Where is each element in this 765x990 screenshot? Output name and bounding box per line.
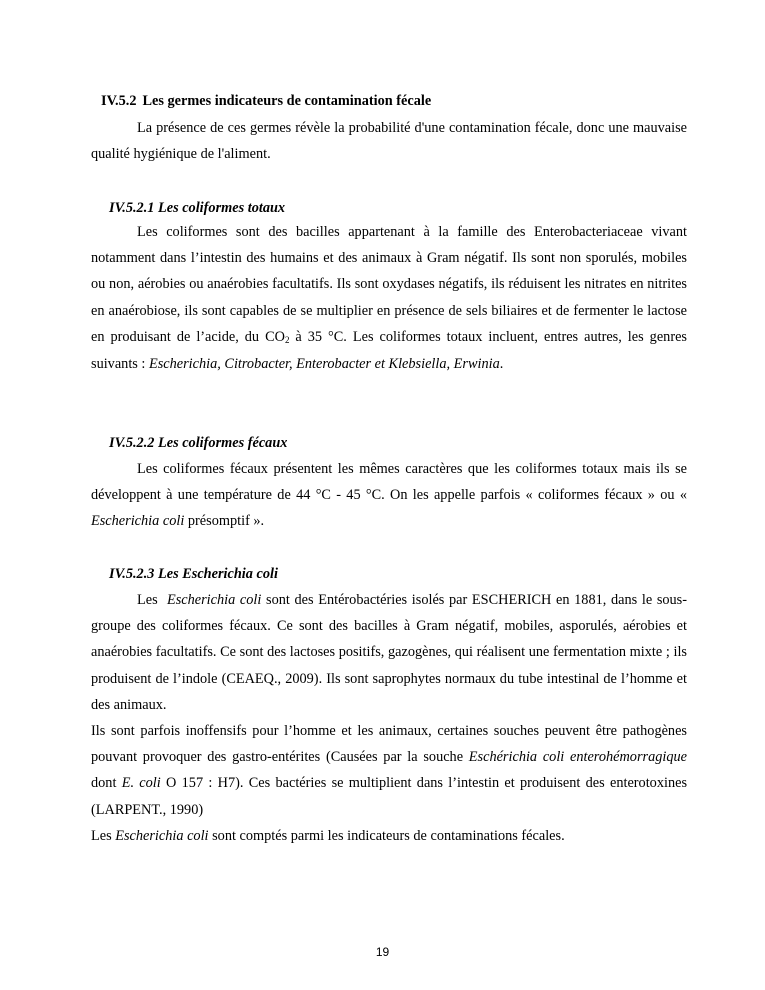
paragraph-escherichia-coli-3 <box>91 823 687 849</box>
paragraph-escherichia-coli-2 <box>91 718 687 823</box>
subsection-heading-escherichia-coli: IV.5.2.3 Les Escherichia coli <box>109 566 278 582</box>
paragraph-coliformes-fecaux <box>91 456 687 535</box>
text-segment: à 35 °C. Les coliformes totaux incluent, entres autres, les genres suivants : <box>91 328 687 373</box>
text-segment: . <box>499 356 504 373</box>
text-segment: Ils sont parfois inoffensifs pour l’homme et les animaux, certaines souches peuvent être pathogènes pouvant provoquer des gastro-entérites (Causées par la souche <box>91 723 687 766</box>
text-segment: dont <box>91 775 122 792</box>
text-segment: sont des Entérobactéries isolés par ESCHERICH en 1881, dans le sous-groupe des coliformes fécaux. Ce sont des bacilles à Gram négatif, mobiles, asporulés, aérobies et anaérobies facultatifs. Ce sont des lactoses positifs, gazogènes, qui réalisent une fermentation mixte ; ils produisent de l’indole (CEAEQ., 2009). Ils sont saprophytes normaux du tube intestinal de l’homme et des animaux. <box>91 592 687 713</box>
subsection-heading-coliformes-totaux: IV.5.2.1 Les coliformes totaux <box>109 200 286 216</box>
text-segment: Les <box>137 592 167 608</box>
section-title: Les germes indicateurs de contamination fécale <box>142 93 432 109</box>
species-name: Escherichia coli <box>115 828 209 844</box>
text-segment: présomptif ». <box>184 513 265 530</box>
paragraph-escherichia-coli-1 <box>91 587 687 718</box>
section-heading <box>101 91 431 111</box>
subsection-heading-coliformes-fecaux: IV.5.2.2 Les coliformes fécaux <box>109 435 288 451</box>
section-number: IV.5.2 <box>101 93 137 109</box>
text-segment: sont comptés parmi les indicateurs de contaminations fécales. <box>208 828 565 844</box>
strain-name: Eschérichia coli enterohémorragique <box>468 749 687 766</box>
co2-subscript: 2 <box>284 334 290 345</box>
text-segment: O 157 : H7). Ces bactéries se multiplient dans l’intestin et produisent des enterotoxines (LARPENT., 1990) <box>91 775 688 818</box>
genera-list: Escherichia, Citrobacter, Enterobacter et Klebsiella, Erwinia <box>148 356 500 373</box>
paragraph-coliformes-totaux <box>91 219 687 377</box>
species-name: Escherichia coli <box>166 592 262 608</box>
text-segment: Les coliformes sont des bacilles appartenant à la famille des Enterobacteriaceae vivant notamment dans l’intestin des humains et des animaux à Gram négatif. Ils sont non sporulés, mobiles ou non, aérobies ou anaérobies facultatifs. Ils sont oxydases négatifs, ils réduisent les nitrates en nitrites en anaérobiose, ils sont capables de se multiplier en présence de sels biliaires et de fermenter le lactose en produisant de l’acide, du CO <box>91 224 687 345</box>
species-name: Escherichia coli <box>91 513 185 530</box>
page-number: 19 <box>375 945 390 959</box>
text-segment: Les coliformes fécaux présentent les mêmes caractères que les coliformes totaux mais ils se développent à une température de 44 °C - 45 °C. On les appelle parfois « coliformes fécaux » ou « <box>91 461 687 504</box>
text-segment: Les <box>91 828 116 844</box>
intro-paragraph: La présence de ces germes révèle la probabilité d'une contamination fécale, donc une mauvaise qualité hygiénique de l'aliment. <box>91 120 687 163</box>
species-abbrev: E. coli <box>121 775 161 792</box>
